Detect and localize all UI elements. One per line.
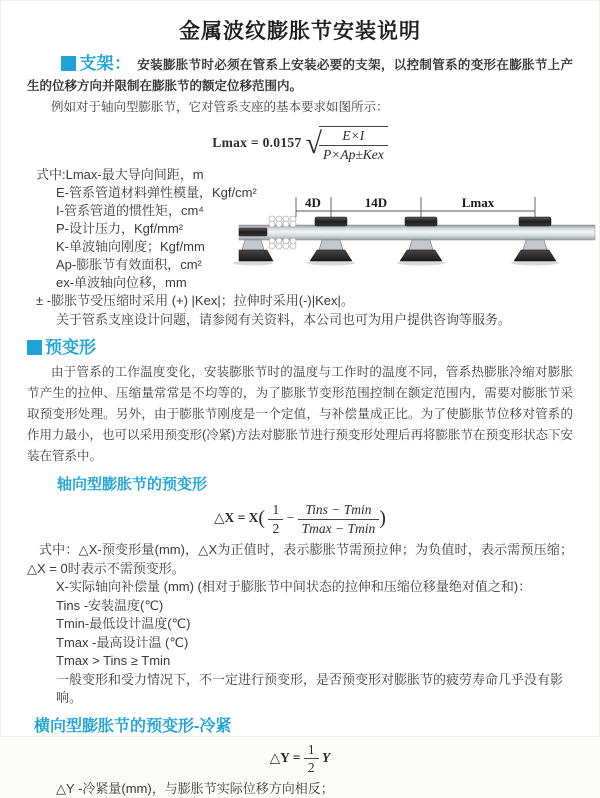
axial-frac-temp — [298, 502, 380, 536]
lateral-frac-half — [304, 742, 319, 776]
guide-support — [307, 217, 355, 266]
definition-item: E-管系管道材料弹性模量，Kgf/cm² — [56, 185, 257, 201]
close-paren: ) — [379, 507, 386, 530]
where-label: 式中:Lmax-最大导向间距，m — [36, 167, 204, 183]
axial-where-line: 式中：△X-预变形量(mm)，△X为正值时，表示膨胀节需预拉伸；为负值时，表示需预压缩；△X = 0时表示不需预变形。 — [27, 542, 573, 577]
dim-label-4d: 4D — [305, 195, 321, 211]
definitions-block — [27, 166, 573, 292]
axial-note: X-实际轴向补偿量 (mm) (相对于膨胀节中间状态的拉伸和压缩位移量绝对值之和)： — [56, 579, 532, 595]
lateral-note: △Y -冷紧量(mm)，与膨胀节实际位移方向相反； — [56, 780, 334, 796]
axial-note: Tins -安装温度(℃) — [56, 597, 164, 613]
radical-sign: √ — [305, 127, 322, 161]
axial-formula-lhs: △X = X — [214, 510, 259, 526]
predeform-section-heading-row — [27, 337, 573, 360]
lmax-numerator: E×I — [319, 128, 388, 146]
guide-support — [511, 217, 559, 266]
definition-item: ex-单波轴向位移，mm — [56, 275, 187, 291]
page-title: 金属波纹膨胀节安装说明 — [179, 20, 421, 43]
frac-num: Tins − Tmin — [298, 502, 380, 520]
support-example-line: 例如对于轴向型膨胀节，它对管系支座的基本要求如图所示： — [51, 100, 389, 114]
definition-item: I-管系管道的惯性矩，cm⁴ — [56, 203, 204, 219]
frac-num: 1 — [268, 502, 283, 520]
section-square-icon — [27, 340, 42, 355]
frac-den: 2 — [307, 760, 315, 776]
lmax-formula-prefix: Lmax = 0.0157 — [212, 135, 302, 151]
pipe-support-diagram — [239, 190, 595, 268]
axial-note: Tmax > Tins ≥ Tmin — [56, 653, 171, 669]
lateral-formula-rhs: Y — [321, 749, 331, 765]
open-paren: ( — [258, 507, 266, 530]
anchor-support — [233, 228, 273, 266]
definition-item: P-设计压力，Kgf/mm² — [56, 221, 184, 237]
lmax-denominator: P×Ap±Kex — [322, 146, 384, 162]
axial-note: Tmin-最低设计温度(℃) — [56, 616, 191, 632]
axial-formula — [1, 502, 599, 536]
support-intro-text: 安装膨胀节时必须在管系上安装必要的支架，以控制管系的变形在膨胀节上产生的位移方向并限制在膨胀节的额定位移范围内。 — [27, 58, 573, 93]
sign-note: ± -膨胀节受压缩时采用 (+) |Kex|；拉伸时采用(-)|Kex|。 — [36, 293, 354, 309]
support-intro-paragraph — [27, 53, 573, 97]
definition-item: K-单波轴向刚度；Kgf/mm — [56, 239, 205, 255]
frac-den: 2 — [272, 520, 280, 536]
axial-remark: 一般变形和受力情况下，不一定进行预变形，是否预变形对膨胀节的疲劳寿命几乎没有影响。 — [56, 671, 564, 706]
definition-item: Ap-膨胀节有效面积，cm² — [56, 257, 202, 273]
section-square-icon — [61, 56, 76, 71]
support-section-heading: 支架： — [79, 54, 132, 73]
predeform-body: 由于管系的工作温度变化，安装膨胀节时的温度与工作时的温度不同，管系热膨胀冷缩对膨胀节产生的拉伸、压缩量常常是不均等的，为了膨胀节变形范围控制在额定范围内，需要对膨胀节采取预变形处理。另外，由于膨胀节刚度是一个定值，与补偿量成正比。为了使膨胀节位移对管系的作用力最小，也可以采用预变形(冷紧)方法对膨胀节进行预变形处理后再将膨胀节在预变形状态下安装在管系中。 — [27, 365, 573, 464]
lateral-formula-lhs: △Y = — [269, 749, 301, 765]
lateral-formula — [1, 742, 599, 776]
predeform-section-heading: 预变形 — [45, 338, 96, 358]
lateral-sub-heading: 横向型膨胀节的预变形-冷紧 — [34, 717, 232, 735]
lmax-formula — [1, 126, 599, 162]
lmax-radicand — [319, 126, 388, 162]
frac-num: 1 — [304, 742, 319, 760]
axial-frac-half — [268, 502, 283, 536]
dimension-lines — [296, 197, 535, 217]
minus-operator: − — [286, 510, 295, 526]
frac-den: Tmax − Tmin — [301, 520, 376, 536]
dim-label-lmax: Lmax — [461, 195, 495, 211]
consult-note: 关于管系支座设计问题，请参阅有关资料，本公司也可为用户提供咨询等服务。 — [56, 311, 512, 327]
axial-sub-heading: 轴向型膨胀节的预变形 — [57, 476, 208, 494]
axial-note: Tmax -最高设计温 (℃) — [56, 634, 189, 650]
dim-label-14d: 14D — [364, 195, 388, 211]
guide-support — [397, 217, 445, 266]
